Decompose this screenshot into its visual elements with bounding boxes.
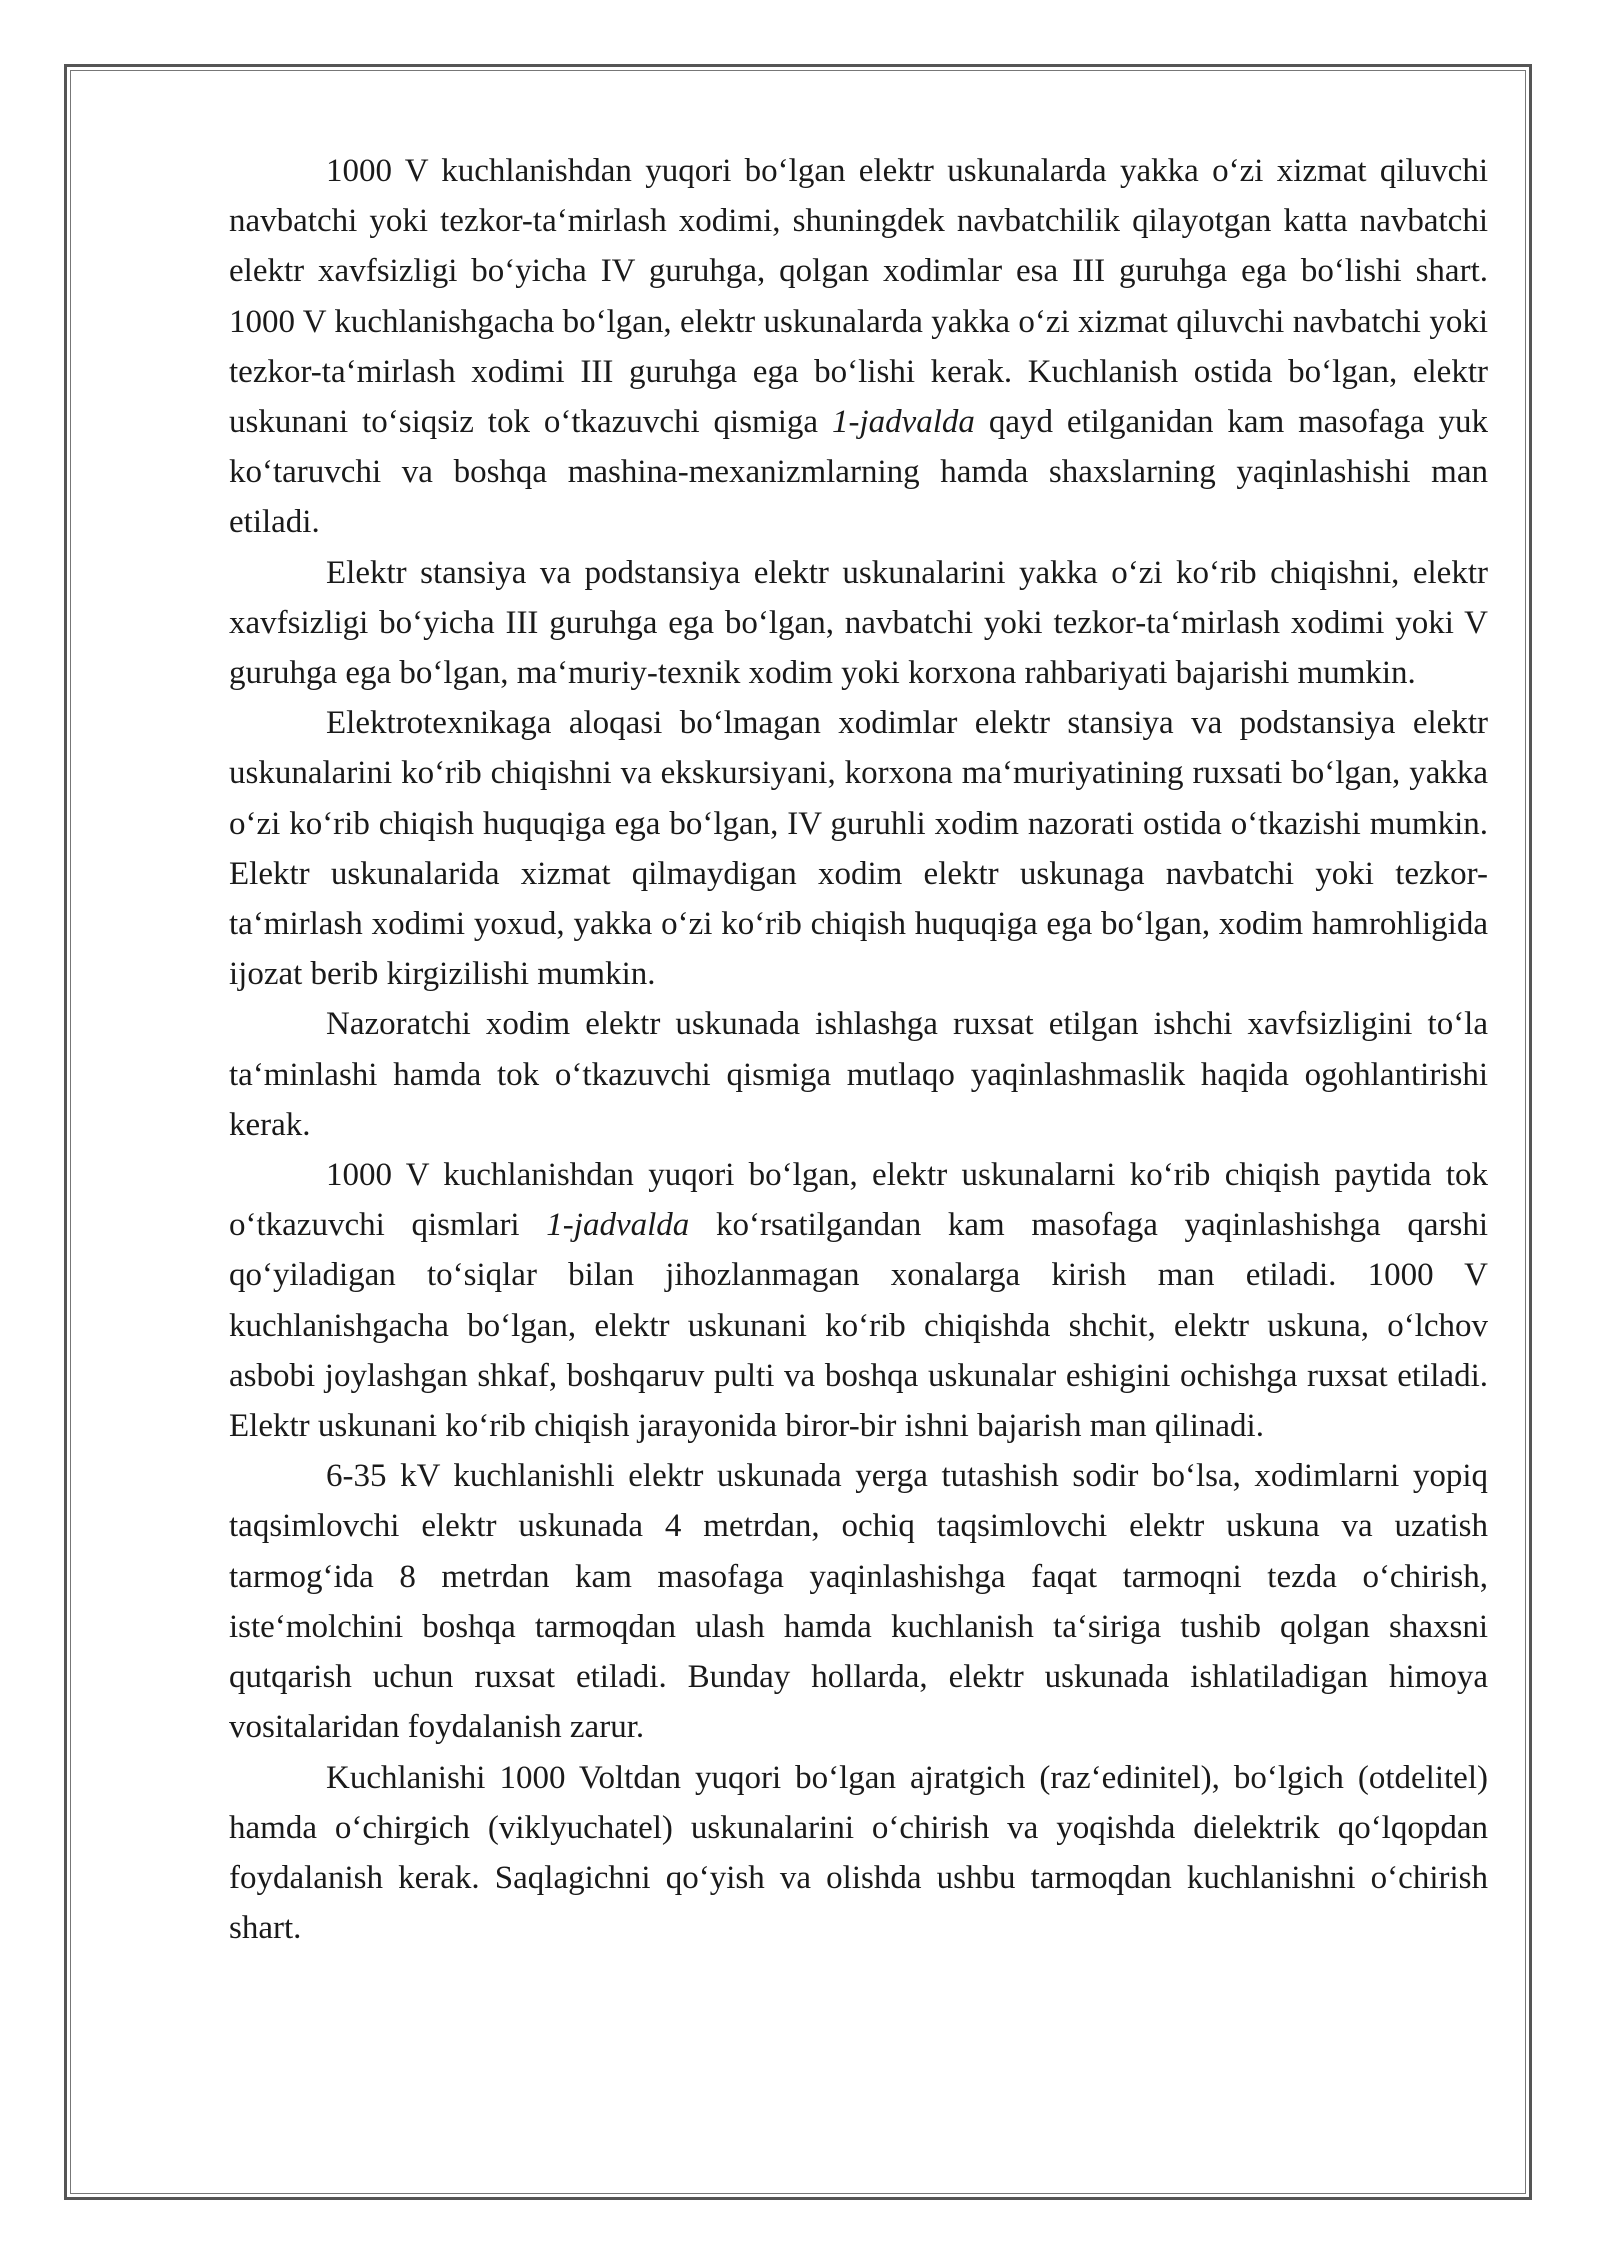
paragraph-1 [229,146,1488,548]
paragraph-5-text-b: ko‘rsatilgandan kam masofaga yaqinlashishga qarshi qo‘yiladigan to‘siqlar bilan jihozlanmagan xonalarga kirish man etiladi. 1000 V kuchlanishgacha bo‘lgan, elektr uskunani ko‘rib chiqishda shchit, elektr uskuna, o‘lchov asbobi joylashgan shkaf, boshqaruv pulti va boshqa uskunalar eshigini ochishga ruxsat etiladi. Elektr uskunani ko‘rib chiqish jarayonida biror-bir ishni bajarish man qilinadi. [229,1207,1488,1445]
paragraph-1-text-a: 1000 V kuchlanishdan yuqori bo‘lgan elektr uskunalarda yakka o‘zi xizmat qiluvchi navbatchi yoki tezkor-ta‘mirlash xodimi, shuningdek navbatchilik qilayotgan katta navbatchi elektr xavfsizligi bo‘yicha IV guruhga, qolgan xodimlar esa III guruhga ega bo‘lishi shart. 1000 V kuchlanishgacha bo‘lgan, elektr uskunalarda yakka o‘zi xizmat qiluvchi navbatchi yoki tezkor-ta‘mirlash xodimi III guruhga ega bo‘lishi kerak. Kuchlanish ostida bo‘lgan, elektr uskunani to‘siqsiz tok o‘tkazuvchi qismiga [229,153,1488,441]
paragraph-5 [229,1150,1488,1451]
paragraph-5-text-a: 1000 V kuchlanishdan yuqori bo‘lgan, elektr uskunalarni ko‘rib chiqish paytida tok o‘tkazuvchi qismlari [229,1157,1488,1244]
document-body [229,146,1488,1953]
paragraph-3: Elektrotexnikaga aloqasi bo‘lmagan xodimlar elektr stansiya va podstansiya elektr uskunalarini ko‘rib chiqishni va ekskursiyani, korxona ma‘muriyatining ruxsati bo‘lgan, yakka o‘zi ko‘rib chiqish huquqiga ega bo‘lgan, IV guruhli xodim nazorati ostida o‘tkazishi mumkin. Elektr uskunalarida xizmat qilmaydigan xodim elektr uskunaga navbatchi yoki tezkor-ta‘mirlash xodimi yoxud, yakka o‘zi ko‘rib chiqish huquqiga ega bo‘lgan, xodim hamrohligida ijozat berib kirgizilishi mumkin. [229,705,1488,993]
table-reference-1: 1-jadvalda [831,404,975,441]
paragraph-6: 6-35 kV kuchlanishli elektr uskunada yerga tutashish sodir bo‘lsa, xodimlarni yopiq taqsimlovchi elektr uskunada 4 metrdan, ochiq taqsimlovchi elektr uskuna va uzatish tarmog‘ida 8 metrdan kam masofaga yaqinlashishga faqat tarmoqni tezda o‘chirish, iste‘molchini boshqa tarmoqdan ulash hamda kuchlanish ta‘siriga tushib qolgan shaxsni qutqarish uchun ruxsat etiladi. Bunday hollarda, elektr uskunada ishlatiladigan himoya vositalaridan foydalanish zarur. [229,1458,1488,1746]
table-reference-2: 1-jadvalda [546,1207,690,1244]
paragraph-4: Nazoratchi xodim elektr uskunada ishlashga ruxsat etilgan ishchi xavfsizligini to‘la ta‘minlashi hamda tok o‘tkazuvchi qismiga mutlaqo yaqinlashmaslik haqida ogohlantirishi kerak. [229,1006,1488,1143]
paragraph-7: Kuchlanishi 1000 Voltdan yuqori bo‘lgan ajratgich (raz‘edinitel), bo‘lgich (otdelitel) hamda o‘chirgich (viklyuchatel) uskunalarini o‘chirish va yoqishda dielektrik qo‘lqopdan foydalanish kerak. Saqlagichni qo‘yish va olishda ushbu tarmoqdan kuchlanishni o‘chirish shart. [229,1759,1488,1947]
paragraph-2: Elektr stansiya va podstansiya elektr uskunalarini yakka o‘zi ko‘rib chiqishni, elektr xavfsizligi bo‘yicha III guruhga ega bo‘lgan, navbatchi yoki tezkor-ta‘mirlash xodimi yoki V guruhga ega bo‘lgan, ma‘muriy-texnik xodim yoki korxona rahbariyati bajarishi mumkin. [229,554,1488,692]
paragraph-1-text-b: qayd etilganidan kam masofaga yuk ko‘taruvchi va boshqa mashina-mexanizmlarning hamda shaxslarning yaqinlashishi man etiladi. [229,404,1488,541]
